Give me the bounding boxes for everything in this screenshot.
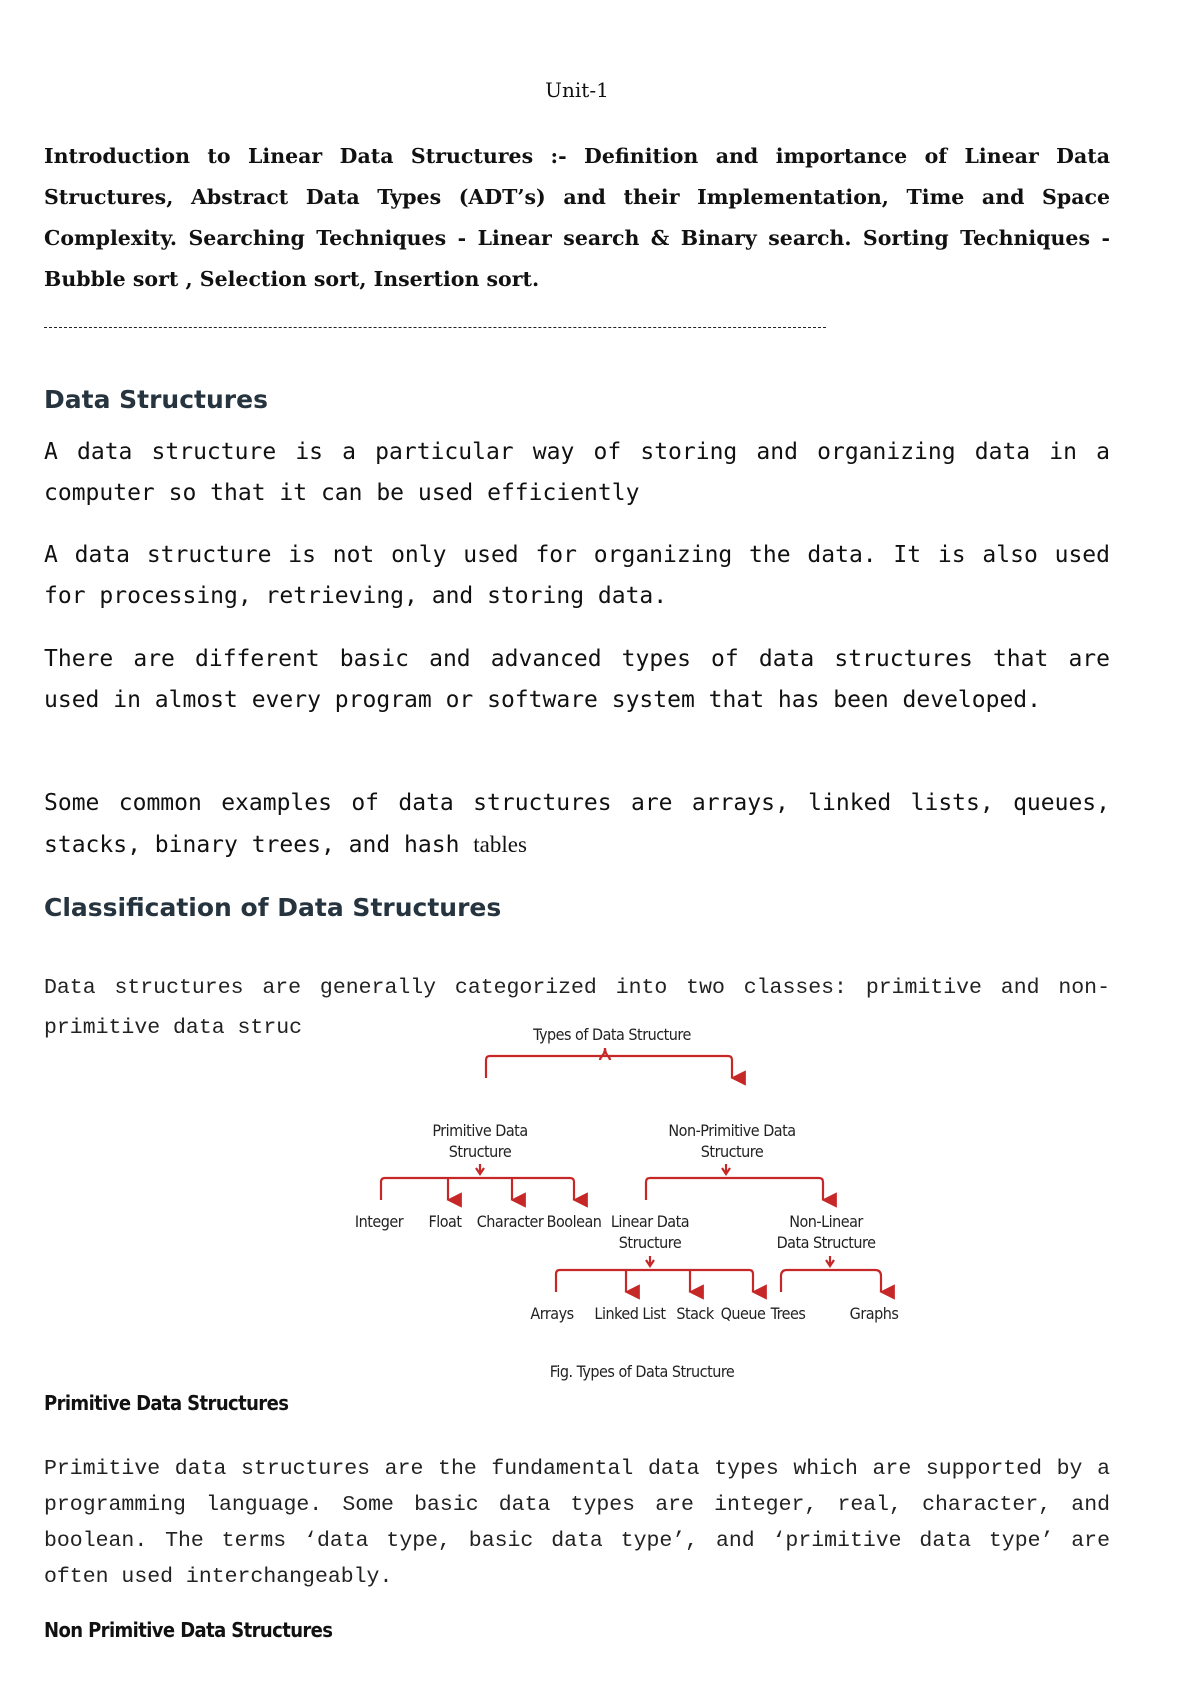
node-non-linear-line2: Data Structure bbox=[776, 1233, 876, 1252]
edges-non-linear bbox=[781, 1256, 881, 1292]
diagram-caption: Fig. Types of Data Structure bbox=[549, 1362, 735, 1381]
paragraph-primitive: Primitive data structures are the fundamental data types which are supported by a programming language. Some basic data types are integer, real, character, and boolean. The terms ‘data type, basic data type’, and ‘primitive data type’ are often used interchangeably. bbox=[44, 1457, 1110, 1589]
node-arrays: Arrays bbox=[530, 1304, 574, 1323]
node-linked-list: Linked List bbox=[594, 1304, 666, 1323]
unit-heading: Unit-1 bbox=[545, 78, 609, 102]
paragraph-types: There are different basic and advanced types of data structures that are used in almost every program or software system that has been developed. bbox=[44, 646, 1110, 713]
node-primitive-line1: Primitive Data bbox=[432, 1121, 528, 1140]
unit-introduction: Introduction to Linear Data Structures :- Definition and importance of Linear Data Structures, Abstract Data Types (ADT’s) and their Implementation, Time and Space Complexity. Searching Techniques - Linear search & Binary search. Sorting Techniques - Bubble sort , Selection sort, Insertion sort. bbox=[44, 144, 1110, 291]
types-of-data-structure-diagram bbox=[312, 1020, 912, 1392]
paragraph-classification: Data structures are generally categorized into two classes: primitive and non-primitive data struc bbox=[44, 976, 1110, 1040]
node-linear-line2: Structure bbox=[618, 1233, 682, 1252]
edges-root bbox=[486, 1048, 732, 1078]
paragraph-examples-main: Some common examples of data structures are arrays, linked lists, queues, stacks, binary trees, and hash bbox=[44, 790, 1110, 858]
section-title-primitive: Primitive Data Structures bbox=[44, 1391, 289, 1415]
node-float: Float bbox=[428, 1212, 462, 1231]
node-character: Character bbox=[476, 1212, 544, 1231]
node-non-primitive-line2: Structure bbox=[700, 1142, 764, 1161]
node-queue: Queue bbox=[720, 1304, 766, 1323]
paragraph-examples-tail: tables bbox=[473, 832, 527, 857]
paragraph-usage: A data structure is not only used for organizing the data. It is also used for processing, retrieving, and storing data. bbox=[44, 542, 1110, 609]
node-primitive-line2: Structure bbox=[448, 1142, 512, 1161]
node-linear-line1: Linear Data bbox=[610, 1212, 690, 1231]
section-title-non-primitive: Non Primitive Data Structures bbox=[44, 1618, 333, 1642]
document-page bbox=[44, 0, 1110, 1696]
section-title-classification: Classification of Data Structures bbox=[44, 893, 502, 922]
edges-linear bbox=[556, 1256, 753, 1292]
node-non-linear-line1: Non-Linear bbox=[789, 1212, 863, 1231]
node-graphs: Graphs bbox=[849, 1304, 899, 1323]
edges-non-primitive bbox=[646, 1164, 823, 1200]
diagram-root-label: Types of Data Structure bbox=[533, 1025, 691, 1044]
node-integer: Integer bbox=[354, 1212, 404, 1231]
node-trees: Trees bbox=[770, 1304, 806, 1323]
paragraph-definition: A data structure is a particular way of storing and organizing data in a computer so that it can be used efficiently bbox=[44, 439, 1110, 506]
node-non-primitive-line1: Non-Primitive Data bbox=[668, 1121, 796, 1140]
paragraph-examples bbox=[44, 783, 1110, 866]
edges-primitive bbox=[381, 1164, 574, 1200]
section-title-data-structures: Data Structures bbox=[44, 385, 268, 414]
node-boolean: Boolean bbox=[546, 1212, 602, 1231]
dashed-divider bbox=[44, 327, 826, 328]
node-stack: Stack bbox=[676, 1304, 714, 1323]
